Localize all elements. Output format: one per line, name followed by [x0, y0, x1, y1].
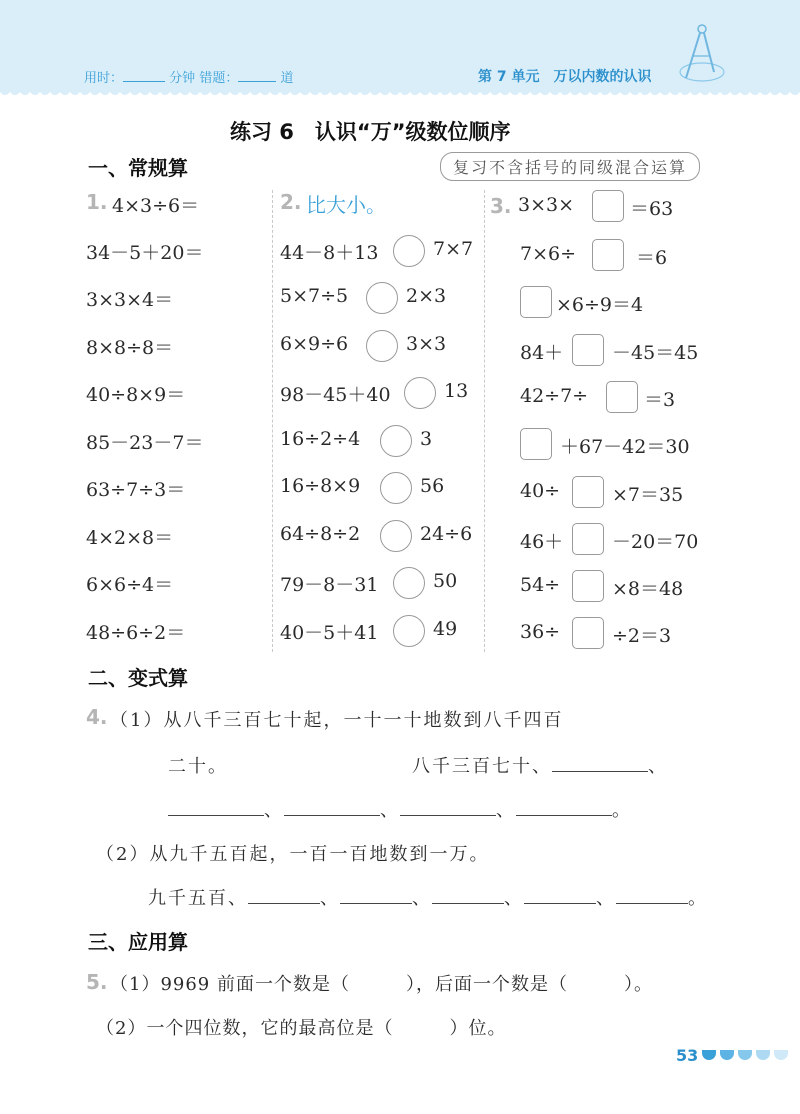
section-heading-2: 二、变式算	[88, 666, 188, 690]
header-stats	[84, 67, 293, 86]
q3-before: 3×3×	[518, 194, 575, 216]
separator: 、	[320, 888, 340, 909]
time-blank	[123, 69, 165, 82]
compare-circle[interactable]	[366, 282, 398, 314]
sequence-start: 八千三百七十、	[412, 756, 552, 777]
answer-blank[interactable]	[524, 885, 596, 904]
q4-part1-text-cont: 二十。	[168, 756, 228, 777]
q5-part1-b: ），后面一个数是（	[405, 974, 568, 995]
answer-box[interactable]	[572, 476, 604, 508]
end-mark: 。	[612, 800, 632, 821]
q5-part1	[110, 970, 653, 996]
q5-part2-b: ）位。	[449, 1018, 507, 1039]
compare-circle[interactable]	[393, 615, 425, 647]
page-title: 练习 6 认识“万”级数位顺序	[230, 120, 511, 144]
q4-part1-text: （1）从八千三百七十起，一十一十地数到八千四百	[110, 710, 564, 731]
separator: 、	[596, 888, 616, 909]
page-number: 53	[676, 1046, 699, 1065]
q5-part2	[96, 1014, 506, 1040]
compare-circle[interactable]	[380, 472, 412, 504]
compare-circle[interactable]	[380, 425, 412, 457]
question-number-4: 4.	[86, 705, 108, 729]
q3-after: ＝63	[630, 198, 674, 220]
answer-blank[interactable]	[400, 797, 496, 816]
answer-blank[interactable]	[432, 885, 504, 904]
q5-part1-c: ）。	[623, 974, 653, 995]
answer-box[interactable]	[592, 190, 624, 222]
q3-after: －45＝45	[612, 342, 699, 364]
compass-icon	[672, 20, 732, 88]
answer-box[interactable]	[572, 617, 604, 649]
q1-item: 6×6÷4＝	[86, 574, 174, 596]
q3-before: 7×6÷	[520, 243, 577, 265]
q3-after: ＝6	[636, 247, 668, 269]
q2-left: 40－5＋41	[280, 622, 379, 644]
q3-after: ×6÷9＝4	[556, 294, 644, 316]
minute-label: 分钟	[169, 71, 196, 86]
q1-item: 34－5＋20＝	[86, 242, 204, 264]
separator: 、	[412, 888, 432, 909]
q3-before: 42÷7÷	[520, 385, 589, 407]
q4-part1-blanks	[168, 796, 632, 822]
compare-circle[interactable]	[393, 567, 425, 599]
cup-decoration	[720, 1050, 734, 1060]
answer-box[interactable]	[606, 381, 638, 413]
q3-before: 54÷	[520, 574, 561, 596]
q3-after: －20＝70	[612, 531, 699, 553]
q2-right: 13	[444, 380, 469, 402]
q3-after: ＋67－42＝30	[560, 436, 690, 458]
cup-decoration	[756, 1050, 770, 1060]
q1-item: 85－23－7＝	[86, 432, 204, 454]
q4-part2-sequence	[148, 884, 708, 910]
answer-blank[interactable]	[552, 753, 648, 772]
q1-item: 40÷8×9＝	[86, 384, 186, 406]
q2-left: 5×7÷5	[280, 285, 349, 307]
question-number-3: 3.	[490, 194, 512, 218]
question-number-5: 5.	[86, 970, 108, 994]
separator: 、	[648, 756, 668, 777]
q3-before: 36÷	[520, 621, 561, 643]
compare-circle[interactable]	[404, 377, 436, 409]
end-mark: 。	[688, 888, 708, 909]
count-label: 道	[280, 71, 294, 86]
q2-right: 7×7	[433, 238, 474, 260]
q3-before: 84＋	[520, 342, 564, 364]
q2-left: 98－45＋40	[280, 384, 391, 406]
q2-left: 44－8＋13	[280, 242, 379, 264]
q5-part1-a: （1）9969 前面一个数是（	[110, 974, 350, 995]
question-number-2: 2.	[280, 190, 302, 214]
answer-blank[interactable]	[168, 797, 264, 816]
answer-blank[interactable]	[284, 797, 380, 816]
unit-label: 第 7 单元 万以内数的认识	[478, 69, 652, 85]
q2-left: 16÷8×9	[280, 475, 361, 497]
q1-item: 4×2×8＝	[86, 527, 174, 549]
q2-left: 16÷2÷4	[280, 428, 361, 450]
compare-circle[interactable]	[380, 520, 412, 552]
answer-box[interactable]	[592, 239, 624, 271]
q1-item: 3×3×4＝	[86, 289, 174, 311]
q3-after: ×8＝48	[612, 578, 684, 600]
q4-part2-text: （2）从九千五百起，一百一百地数到一万。	[96, 844, 490, 865]
q2-right: 56	[420, 475, 445, 497]
q3-after: ÷2＝3	[612, 625, 672, 647]
compare-circle[interactable]	[366, 330, 398, 362]
q2-left: 64÷8÷2	[280, 523, 361, 545]
q4-part1-sequence	[412, 752, 668, 778]
column-divider-2	[484, 190, 485, 652]
q1-item: 8×8÷8＝	[86, 337, 174, 359]
q2-right: 3×3	[406, 333, 447, 355]
separator: 、	[264, 800, 284, 821]
q3-after: ×7＝35	[612, 484, 684, 506]
q1-item: 48÷6÷2＝	[86, 622, 186, 644]
section-heading-3: 三、应用算	[88, 930, 188, 954]
review-tag: 复习不含括号的同级混合运算	[440, 152, 700, 181]
q3-before: 46＋	[520, 531, 564, 553]
answer-blank[interactable]	[516, 797, 612, 816]
q2-right: 2×3	[406, 285, 447, 307]
separator: 、	[496, 800, 516, 821]
cup-decoration	[738, 1050, 752, 1060]
q2-left: 6×9÷6	[280, 333, 349, 355]
column-divider-1	[272, 190, 273, 652]
sequence-start: 九千五百、	[148, 888, 248, 909]
separator: 、	[380, 800, 400, 821]
question-number-1: 1.	[86, 190, 108, 214]
answer-box[interactable]	[520, 428, 552, 460]
q2-right: 3	[420, 428, 433, 450]
cup-decoration	[774, 1050, 788, 1060]
answer-box[interactable]	[572, 570, 604, 602]
q5-part2-a: （2）一个四位数，它的最高位是（	[96, 1018, 394, 1039]
errors-blank	[238, 69, 276, 82]
answer-blank[interactable]	[616, 885, 688, 904]
answer-box[interactable]	[572, 523, 604, 555]
time-label: 用时：	[84, 71, 124, 86]
q2-left: 79－8－31	[280, 574, 379, 596]
q1-item: 4×3÷6＝	[112, 195, 200, 217]
cup-decoration	[702, 1050, 716, 1060]
answer-blank[interactable]	[248, 885, 320, 904]
q2-title: 比大小。	[306, 193, 386, 217]
section-heading-1: 一、常规算	[88, 156, 188, 180]
compare-circle[interactable]	[393, 235, 425, 267]
q2-right: 24÷6	[420, 523, 473, 545]
q1-item: 63÷7÷3＝	[86, 479, 186, 501]
answer-blank[interactable]	[340, 885, 412, 904]
errors-label: 错题：	[199, 71, 239, 86]
separator: 、	[504, 888, 524, 909]
q2-right: 49	[433, 618, 458, 640]
q3-after: ＝3	[644, 389, 676, 411]
q2-right: 50	[433, 570, 458, 592]
answer-box[interactable]	[572, 334, 604, 366]
answer-box[interactable]	[520, 286, 552, 318]
q3-before: 40÷	[520, 480, 561, 502]
